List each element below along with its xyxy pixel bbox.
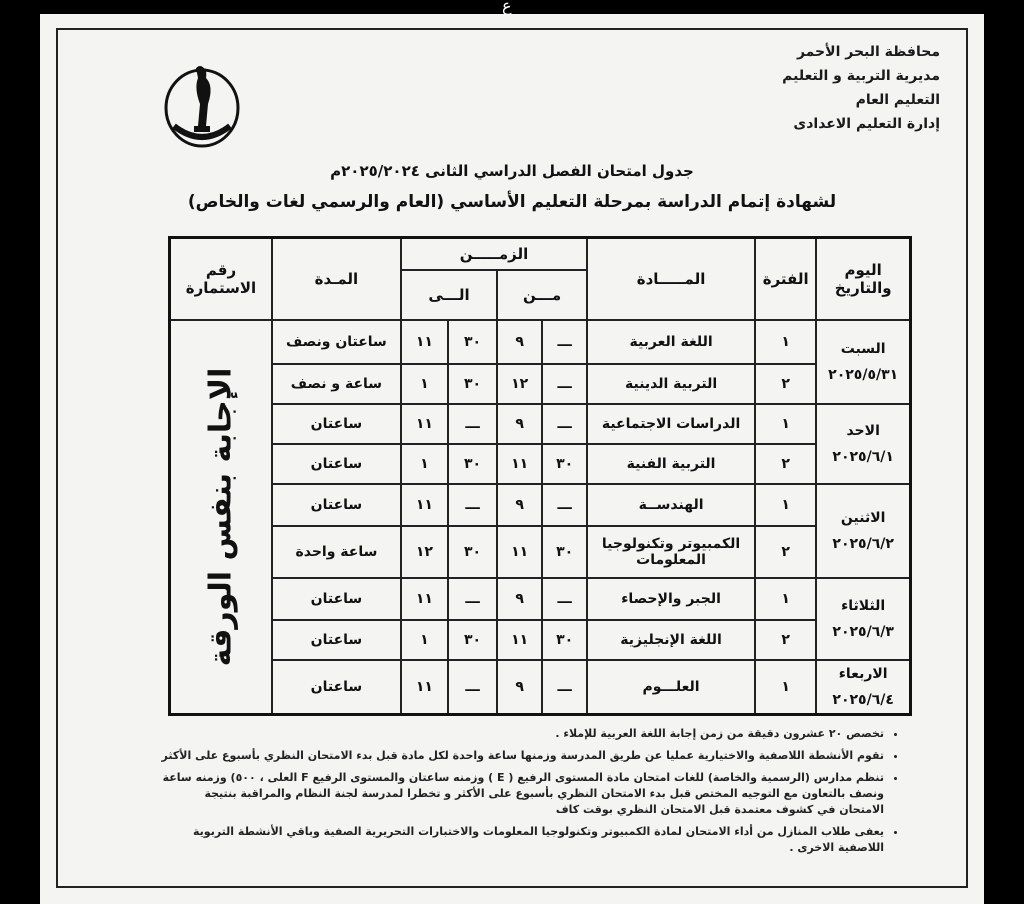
from-hour-cell: ١٢ (497, 364, 542, 404)
from-minute-cell: ٣٠ (542, 444, 587, 484)
subject-cell: الدراسات الاجتماعية (587, 404, 755, 444)
period-cell: ١ (755, 320, 816, 364)
table-row (170, 660, 911, 715)
from-hour-cell: ٩ (497, 320, 542, 364)
to-hour-cell: ١٢ (401, 526, 448, 578)
to-hour-cell: ١١ (401, 320, 448, 364)
notes-section (160, 726, 900, 862)
table-row (170, 320, 911, 364)
note-item: • تخصص ٢٠ عشرون دقيقة من زمن إجابة اللغة العربية للإملاء . (160, 726, 884, 742)
day-name: السبت (840, 340, 886, 357)
to-minute-cell: ٣٠ (448, 444, 497, 484)
day-cell (816, 320, 910, 404)
period-cell: ١ (755, 660, 816, 715)
to-minute-cell: ـــ (448, 484, 497, 526)
table-row (170, 578, 911, 620)
period-cell: ١ (755, 578, 816, 620)
day-date: ٢٠٢٥/٦/٤ (832, 691, 894, 708)
table-row (170, 484, 911, 526)
header-time: الزمـــــن (401, 238, 587, 270)
day-cell (816, 578, 910, 660)
to-minute-cell: ٣٠ (448, 320, 497, 364)
ministry-header (782, 40, 940, 136)
schedule-title: جدول امتحان الفصل الدراسي الثانى ٢٠٢٥/٢٠٢٤م (330, 162, 694, 180)
subject-cell: الهندســة (587, 484, 755, 526)
note-item: • تقوم الأنشطة اللاصفية والاختيارية عمليا عن طريق المدرسة وزمنها ساعة واحدة لكل مادة قبل بدء الامتحان النظري بأسبوع على الأكثر (160, 748, 884, 764)
header-line: التعليم العام (855, 92, 940, 108)
to-minute-cell: ـــ (448, 404, 497, 444)
day-date: ٢٠٢٥/٦/١ (832, 448, 894, 465)
to-hour-cell: ١١ (401, 660, 448, 715)
ministry-logo (160, 56, 244, 152)
header-period: الفترة (755, 238, 816, 320)
answer-same-sheet-note: الإجابة بنفس الورقة (203, 367, 239, 667)
day-cell (816, 484, 910, 578)
day-name: الاحد (846, 422, 880, 439)
from-minute-cell: ٣٠ (542, 526, 587, 578)
duration-cell: ساعة و نصف (272, 364, 401, 404)
from-hour-cell: ١١ (497, 444, 542, 484)
from-minute-cell: ـــ (542, 484, 587, 526)
from-hour-cell: ٩ (497, 660, 542, 715)
day-name: الاثنين (840, 509, 886, 526)
header-duration: المـدة (272, 238, 401, 320)
period-cell: ٢ (755, 364, 816, 404)
duration-cell: ساعتان (272, 484, 401, 526)
subject-cell: اللغة الإنجليزية (587, 620, 755, 660)
header-subject: المـــــادة (587, 238, 755, 320)
from-minute-cell: ـــ (542, 660, 587, 715)
exam-schedule-table (168, 236, 912, 716)
to-minute-cell: ٣٠ (448, 620, 497, 660)
to-hour-cell: ١١ (401, 484, 448, 526)
table-row (170, 444, 911, 484)
header-line: إدارة التعليم الاعدادى (793, 116, 940, 132)
table-row (170, 526, 911, 578)
header-line: محافظة البحر الأحمر (796, 44, 940, 60)
duration-cell: ساعتان ونصف (272, 320, 401, 364)
from-hour-cell: ١١ (497, 526, 542, 578)
table-row (170, 620, 911, 660)
day-cell (816, 660, 910, 715)
to-minute-cell: ٣٠ (448, 526, 497, 578)
to-hour-cell: ١ (401, 444, 448, 484)
subject-cell: الجبر والإحصاء (587, 578, 755, 620)
table-row (170, 364, 911, 404)
subject-cell: اللغة العربية (587, 320, 755, 364)
from-minute-cell: ـــ (542, 364, 587, 404)
top-mark: ع (502, 0, 512, 15)
schedule-subtitle: لشهادة إتمام الدراسة بمرحلة التعليم الأساسي (العام والرسمي لغات والخاص) (187, 192, 837, 212)
subject-cell: الكمبيوتر وتكنولوجيا المعلومات (587, 526, 755, 578)
note-item: • تنظم مدارس (الرسمية والخاصة) للغات امتحان مادة المستوى الرفيع ( E ) وزمنه ساعتان والمستوى الرفيع F العلى ، ٥٠٠) وزمنه ساعة ونصف بالتعاون مع التوجيه المختص قبل بدء الامتحان النظري بأسبوع على الأكثر و تخطرا لمدرسة لجنة النظام والمراقبة بنتيجة الامتحان في كشوف معتمدة قبل الامتحان النظري بوقت كاف (160, 770, 884, 818)
period-cell: ١ (755, 404, 816, 444)
header-day: اليوم والتاريخ (816, 238, 910, 320)
from-minute-cell: ـــ (542, 320, 587, 364)
to-minute-cell: ـــ (448, 660, 497, 715)
note-item: • يعفى طلاب المنازل من أداء الامتحان لمادة الكمبيوتر وتكنولوجيا المعلومات والاختبارات التحريرية الصفية وباقي الأنشطة التربوية اللاصفية الاخرى . (160, 824, 884, 856)
subject-cell: التربية الدينية (587, 364, 755, 404)
day-cell (816, 404, 910, 484)
day-name: الثلاثاء (841, 597, 886, 614)
day-date: ٢٠٢٥/٦/٣ (832, 623, 894, 640)
period-cell: ٢ (755, 444, 816, 484)
to-minute-cell: ٣٠ (448, 364, 497, 404)
form-number-cell (170, 320, 272, 715)
period-cell: ٢ (755, 526, 816, 578)
to-hour-cell: ١ (401, 364, 448, 404)
period-cell: ٢ (755, 620, 816, 660)
header-form-number: رقم الاستمارة (170, 238, 272, 320)
from-hour-cell: ٩ (497, 578, 542, 620)
header-to: الـــى (401, 270, 497, 320)
header-line: مديرية التربية و التعليم (782, 68, 940, 84)
subject-cell: العلـــوم (587, 660, 755, 715)
duration-cell: ساعتان (272, 660, 401, 715)
day-name: الاربعاء (838, 665, 888, 682)
duration-cell: ساعتان (272, 620, 401, 660)
to-minute-cell: ـــ (448, 578, 497, 620)
header-from: مـــن (497, 270, 587, 320)
from-hour-cell: ١١ (497, 620, 542, 660)
from-minute-cell: ـــ (542, 404, 587, 444)
from-hour-cell: ٩ (497, 404, 542, 444)
to-hour-cell: ١١ (401, 578, 448, 620)
from-hour-cell: ٩ (497, 484, 542, 526)
duration-cell: ساعتان (272, 444, 401, 484)
duration-cell: ساعتان (272, 578, 401, 620)
duration-cell: ساعة واحدة (272, 526, 401, 578)
subject-cell: التربية الفنية (587, 444, 755, 484)
day-date: ٢٠٢٥/٦/٢ (832, 535, 894, 552)
table-row (170, 404, 911, 444)
duration-cell: ساعتان (272, 404, 401, 444)
day-date: ٢٠٢٥/٥/٣١ (828, 366, 899, 383)
period-cell: ١ (755, 484, 816, 526)
to-hour-cell: ١١ (401, 404, 448, 444)
from-minute-cell: ـــ (542, 578, 587, 620)
from-minute-cell: ٣٠ (542, 620, 587, 660)
to-hour-cell: ١ (401, 620, 448, 660)
